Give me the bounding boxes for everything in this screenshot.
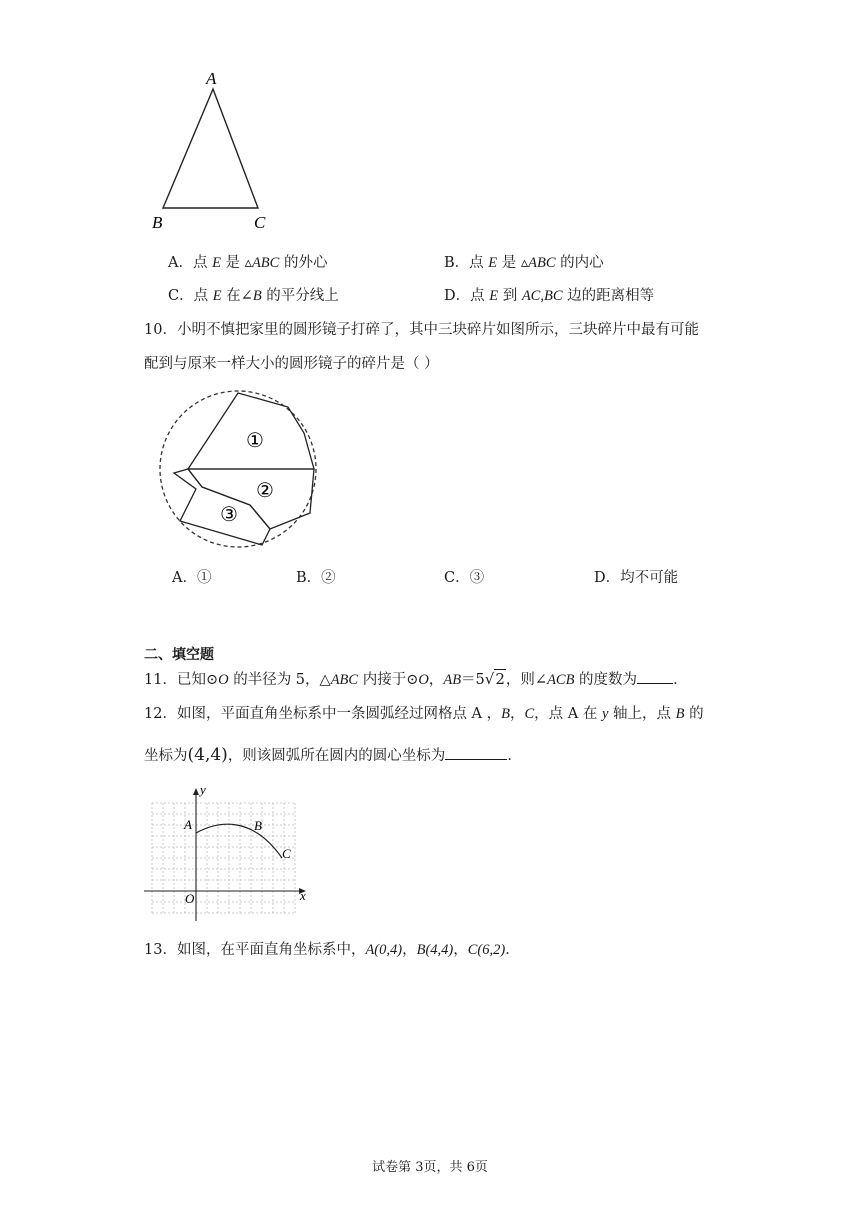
q13-text: 13．如图，在平面直角坐标系中，	[144, 942, 366, 958]
triangle-abc-figure	[150, 68, 280, 234]
q12-text: ，则该圆弧所在圆内的圆心坐标为	[227, 748, 446, 764]
circular-arc	[196, 824, 282, 858]
q11-text: ＝5	[461, 672, 485, 688]
vertex-label-a: A	[206, 69, 217, 88]
fragment-label-3: ③	[220, 504, 238, 526]
q12-stem-line1	[144, 704, 704, 724]
grid-lines	[152, 803, 295, 913]
q10-option-d	[594, 568, 678, 588]
q10-option-b	[296, 568, 336, 588]
q13-stem	[144, 940, 520, 960]
option-letter: A．	[172, 570, 197, 586]
option-letter: C．	[444, 570, 470, 586]
q9-option-c	[168, 286, 339, 306]
triangle-shape	[163, 89, 258, 208]
point-label-b: B	[254, 818, 262, 833]
q12-text: 12．如图，平面直角坐标系中一条圆弧经过网格点 A ，	[144, 706, 502, 722]
q10-stem-line2: 配到与原来一样大小的圆形镜子的碎片是（ ）	[144, 356, 439, 372]
option-text: 的外心	[279, 255, 328, 271]
sides-ac-bc: AC,BC	[521, 288, 563, 304]
option-text: 是	[497, 255, 521, 271]
q12-text: ．	[507, 748, 522, 764]
point-b: B	[675, 706, 685, 722]
var-e: E	[212, 288, 222, 304]
q11-text: ．	[673, 672, 688, 688]
fragment-2	[188, 469, 314, 529]
q12-text: ，	[510, 706, 525, 722]
q12-text: 坐标为	[144, 748, 188, 764]
option-text: ③	[469, 570, 485, 586]
angle-acb: ACB	[547, 672, 575, 688]
triangle-abc: ▵ABC	[520, 255, 556, 271]
q9-option-b	[444, 253, 604, 273]
answer-blank[interactable]	[637, 669, 673, 684]
option-letter: C．	[168, 288, 194, 304]
option-text: 点	[469, 255, 489, 271]
option-letter: B．	[296, 570, 322, 586]
q10-option-a	[172, 568, 211, 588]
point-b-coordinate: (4,4)	[187, 745, 228, 765]
option-letter: D．	[444, 288, 471, 304]
point-c-coordinate: C(6,2)	[467, 942, 506, 958]
q10-stem-line1: 10．小明不慎把家里的圆形镜子打碎了，其中三块碎片如图所示，三块碎片中最有可能	[144, 322, 699, 338]
vertex-label-b: B	[152, 213, 163, 232]
segment-ab: AB	[443, 672, 462, 688]
point-c: C	[524, 706, 535, 722]
arc-grid-figure	[140, 783, 315, 928]
origin-label: O	[185, 891, 195, 906]
q12-text: ，点 A 在	[534, 706, 602, 722]
triangle-abc: ▵ABC	[244, 255, 280, 271]
q13-text: ，	[402, 942, 417, 958]
q11-text: 的度数为	[574, 672, 638, 688]
q13-text: ，	[453, 942, 468, 958]
y-axis-arrow	[193, 788, 199, 795]
q11-stem	[144, 669, 688, 690]
angle-b: B	[252, 288, 262, 304]
sqrt-radicand: 2	[495, 670, 505, 688]
q10-option-c	[444, 568, 484, 588]
vertex-label-c: C	[254, 213, 266, 232]
point-label-c: C	[282, 846, 291, 861]
q11-text: ，	[428, 672, 444, 688]
q11-text: ，则∠	[505, 672, 548, 688]
point-b-coordinate: B(4,4)	[416, 942, 454, 958]
var-e: E	[212, 255, 221, 271]
option-text: 点	[192, 255, 213, 271]
q11-text: 11．已知⊙	[144, 672, 219, 688]
q13-text: ．	[505, 942, 520, 958]
option-text: 边的距离相等	[562, 288, 655, 304]
option-text: ②	[321, 570, 336, 586]
fragment-label-1: ①	[246, 430, 264, 452]
var-e: E	[489, 288, 499, 304]
option-text: 到	[498, 288, 522, 304]
answer-blank[interactable]	[445, 745, 507, 760]
option-letter: D．	[594, 570, 621, 586]
point-a-coordinate: A(0,4)	[365, 942, 403, 958]
circle-o: O	[218, 672, 229, 688]
sqrt-expression: √2	[484, 670, 505, 688]
q9-option-a	[168, 253, 327, 273]
q9-option-d	[444, 286, 654, 306]
option-text: 在∠	[221, 288, 253, 304]
option-text: 是	[220, 255, 245, 271]
option-text: 的内心	[555, 255, 604, 271]
mirror-fragments-figure	[150, 385, 330, 555]
axis-y: y	[601, 706, 609, 722]
section-title: 二、填空题	[144, 647, 214, 663]
y-axis-label: y	[200, 783, 206, 797]
var-e: E	[488, 255, 498, 271]
x-axis-label: x	[300, 888, 306, 903]
fragment-label-2: ②	[256, 480, 274, 502]
option-letter: B．	[444, 255, 470, 271]
option-text: 点	[193, 288, 213, 304]
q11-text: 的半径为 5，△	[228, 672, 331, 688]
page-footer: 试卷第 3页，共 6页	[372, 1160, 488, 1175]
option-text: 均不可能	[620, 570, 679, 586]
option-letter: A．	[168, 255, 193, 271]
q12-text: 轴上，点	[608, 706, 676, 722]
triangle-abc: ABC	[330, 672, 359, 688]
q11-text: 内接于⊙	[358, 672, 419, 688]
point-label-a: A	[184, 817, 192, 832]
option-text: 的平分线上	[261, 288, 339, 304]
q12-text: 的	[684, 706, 704, 722]
option-text: 点	[470, 288, 490, 304]
point-b: B	[501, 706, 510, 722]
circle-o: O	[418, 672, 429, 688]
q12-stem-line2	[144, 745, 522, 766]
option-text: ①	[196, 570, 212, 586]
